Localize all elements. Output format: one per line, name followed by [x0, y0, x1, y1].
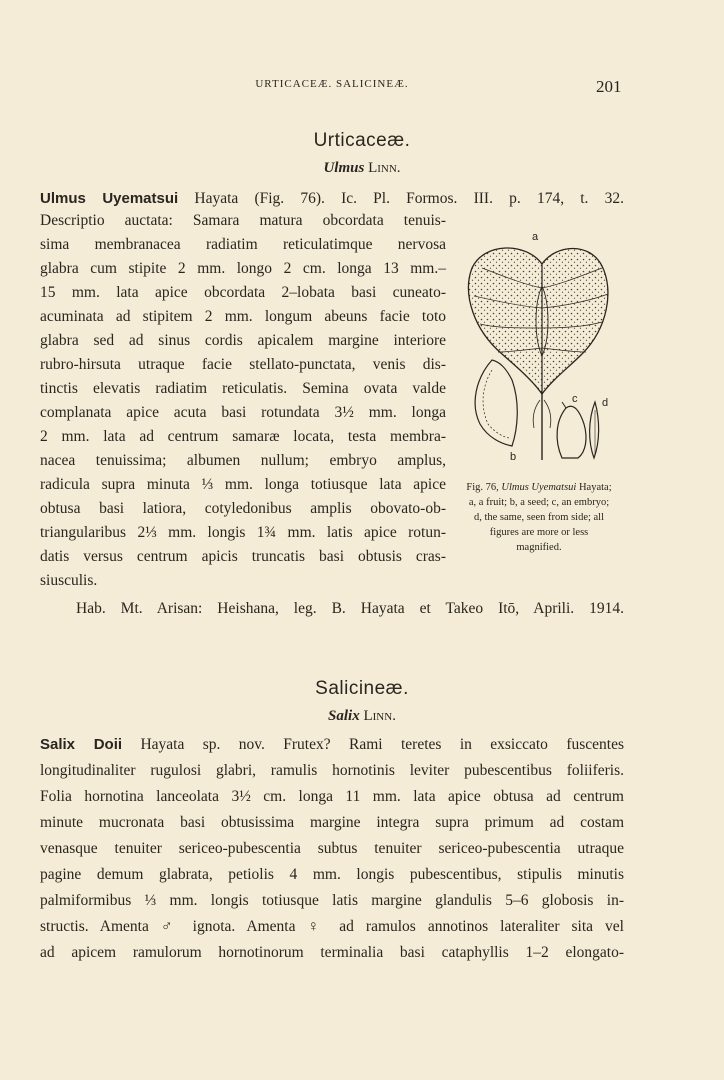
text-line: complanata apice acuta basi rotundata 3½ mm. longa — [40, 404, 446, 421]
page-number: 201 — [596, 77, 622, 96]
text-line: rubro-hirsuta utraque facie stellato-punctata, venis dis- — [40, 356, 446, 373]
genus-author: Linn. — [368, 160, 401, 176]
genus-heading-ulmus — [0, 160, 724, 177]
figure-76-illustration — [462, 228, 622, 466]
figure-label: d — [602, 397, 609, 409]
caption-prefix: Fig. 76, — [466, 482, 499, 493]
species-name: Ulmus Uyematsui — [40, 190, 179, 207]
text-line: datis versus centrum apicis truncatis basi obtusis cras- — [40, 548, 446, 565]
species-citation: Hayata (Fig. 76). Ic. Pl. Formos. III. p. 174, t. 32. — [178, 190, 624, 207]
caption-species: Ulmus Uyematsui — [501, 482, 577, 493]
text-line: nacea tenuissima; albumen nullum; embryo amplus, — [40, 452, 446, 469]
figure-caption — [466, 480, 612, 555]
embryo-side-view-drawing — [590, 397, 609, 458]
text-line: longitudinaliter rugulosi glabri, ramulis hornotinis leviter pubescentibus foliiferis. — [40, 762, 624, 779]
figure-label: b — [510, 451, 517, 463]
text-line: 15 mm. lata apice obcordata 2–lobata basi cuneato- — [40, 284, 446, 301]
running-head: URTICACEÆ. SALICINEÆ. — [255, 78, 409, 90]
caption-text: Hayata; a, a fruit; b, a seed; c, an embryo; d, the same, seen from side; all figures are more or less magnified. — [468, 482, 612, 553]
genus-name: Ulmus — [323, 160, 365, 176]
text-line: 2 mm. lata ad centrum samaræ locata, testa membra- — [40, 428, 446, 445]
text-line: obtusa basi latiora, cotyledonibus amplis obovato-ob- — [40, 500, 446, 517]
text-line: Descriptio auctata: Samara matura obcordata tenuis- — [40, 212, 446, 229]
text-line: ad apicem ramulorum hornotinorum terminalia basi cataphyllis 1–2 elongato- — [40, 944, 624, 961]
species-name: Salix Doii — [40, 736, 123, 753]
family-heading-urticaceae: Urticaceæ. — [313, 130, 411, 151]
text-line: tinctis elevatis radiatim reticulatis. Semina ovata valde — [40, 380, 446, 397]
genus-author: Linn. — [363, 708, 396, 724]
text-line: Folia hornotina lanceolata 3½ cm. longa 11 mm. lata apice obtusa ad centrum — [40, 788, 624, 805]
figure-label: c — [572, 393, 578, 405]
species-heading-ulmus — [40, 189, 624, 209]
figure-label: a — [532, 231, 539, 243]
genus-name: Salix — [328, 708, 360, 724]
text-line: triangularibus 2⅓ mm. longis 1¾ mm. latis apice rotun- — [40, 524, 446, 541]
samara-fruit-drawing — [469, 248, 608, 460]
text-line: sima membranacea radiatim reticulatimque nervosa — [40, 236, 446, 253]
text-line: glabra sed ad sinus cordis apicalem margine interiore — [40, 332, 446, 349]
family-heading-salicineae: Salicineæ. — [315, 678, 409, 699]
species-heading-salix — [40, 735, 624, 755]
genus-heading-salix — [0, 708, 724, 725]
text-line: glabra cum stipite 2 mm. longo 2 cm. longa 13 mm.– — [40, 260, 446, 277]
text-line: venasque tenuiter sericeo-pubescentia subtus tenuiter sericeo-pubescentia utraque — [40, 840, 624, 857]
embryo-drawing — [557, 393, 586, 458]
seed-drawing — [475, 360, 517, 463]
text-line: minute mucronata basi obtusissima margine integra supra primum ad costam — [40, 814, 624, 831]
text-line: acuminata ad stipitem 2 mm. longum abeuns facie toto — [40, 308, 446, 325]
text-line: structis. Amenta ♂ ignota. Amenta ♀ ad ramulos annotinos lateraliter sita vel — [40, 918, 624, 935]
habitat-line: Hab. Mt. Arisan: Heishana, leg. B. Hayata et Takeo Itō, Aprili. 1914. — [76, 600, 624, 617]
text-line: pagine demum glabrata, petiolis 4 mm. longis pubescentibus, stipulis minutis — [40, 866, 624, 883]
text-line: siusculis. — [40, 572, 98, 589]
text-line: Hayata sp. nov. Frutex? Rami teretes in exsiccato fuscentes — [122, 736, 624, 753]
text-line: palmiformibus ⅓ mm. longis totiusque latis margine glandulis 5–6 globosis in- — [40, 892, 624, 909]
text-line: radicula supra minuta ⅓ mm. longa totiusque lata apice — [40, 476, 446, 493]
